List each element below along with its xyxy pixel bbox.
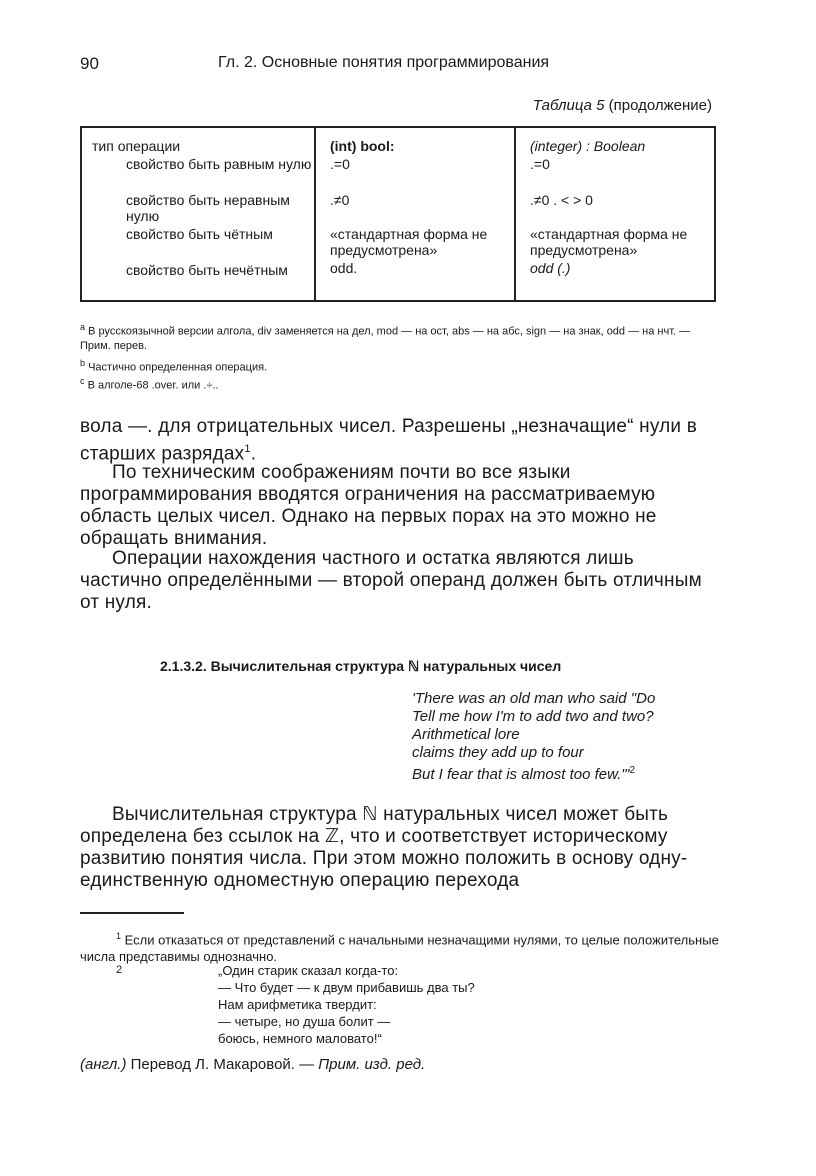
table-note-c: $^c$ В алголе-68 .over. или .÷..: [80, 376, 219, 392]
epigraph: [412, 690, 742, 784]
running-title: Гл. 2. Основные понятия программирования: [218, 54, 550, 71]
poem-line: „Один старик сказал когда-то:: [218, 963, 399, 978]
paragraph: По техническим соображениям почти во все языки программирования вводятся ограничения на рассматриваемую область целых чисел. Однако на первых порах на это можно не обращать внимания.: [80, 462, 657, 549]
table-cell: .≠0: [330, 192, 350, 208]
operations-table: [80, 126, 716, 302]
poem-line: — Что будет — к двум прибавишь два ты?: [218, 980, 475, 995]
table-note-b: $^b$ Частично определенная операция.: [80, 358, 268, 374]
table-note-a: $^a$ В русскоязычной версии алгола, div заменяется на дел, mod — на ост, abs — на абс, sign — на знак, odd — на нчт. — Прим. перев.: [80, 322, 691, 352]
column-header-operation: тип операции: [92, 138, 181, 154]
paragraph: вола —. для отрицательных чисел. Разрешены „незначащие“ нули в старших разрядах$^1$.: [80, 416, 697, 465]
footnote-1: $^1$ Если отказаться от представлений с начальными незначащими нулями, то целые положительные числа представимы однозначно.: [80, 931, 719, 965]
epigraph-line: claims they add up to four: [412, 744, 584, 761]
column-header-integer-boolean: (integer) : Boolean: [530, 138, 646, 154]
epigraph-line: Tell me how I'm to add two and two?: [412, 708, 654, 725]
table-cell: odd (.): [530, 260, 571, 276]
table-cell: «стандартная форма не предусмотрена»: [330, 226, 488, 258]
footnote-ref: 2: [629, 765, 636, 776]
table-row-label: свойство быть равным нулю: [126, 156, 312, 172]
table-cell: .=0: [330, 156, 350, 172]
poem-line: Нам арифметика твердит:: [218, 997, 377, 1012]
table-cell: .=0: [530, 156, 550, 172]
table-row-label: свойство быть неравным нулю: [126, 192, 290, 224]
column-header-int-bool: (int) bool:: [330, 138, 395, 154]
table-row-label: свойство быть чётным: [126, 226, 273, 242]
footnote-2-mark: 2: [116, 964, 123, 976]
table-cell: «стандартная форма не предусмотрена»: [530, 226, 688, 258]
poem-line: боюсь, немного маловато!“: [218, 1031, 382, 1046]
epigraph-line: But I fear that is almost too $few."'^2$: [412, 765, 636, 783]
table-caption-label: Таблица 5: [532, 97, 605, 114]
table-caption-continued: (продолжение): [604, 97, 712, 114]
section-heading: 2.1.3.2. Вычислительная структура ℕ натуральных чисел: [160, 658, 562, 674]
poem-line: — четыре, но душа болит —: [218, 1014, 391, 1029]
footnote-2-poem: [218, 962, 618, 1047]
page-number: 90: [80, 54, 99, 73]
paragraph: Вычислительная структура ℕ натуральных чисел может быть определена без ссылок на ℤ, что и соответствует историческому развитию понятия числа. При этом можно положить в основу одну-единственную одноместную операцию перехода: [80, 804, 688, 891]
epigraph-line: 'There was an old man who said "Do: [412, 690, 656, 707]
footnote-ref: 1: [244, 443, 251, 455]
paragraph: Операции нахождения частного и остатка являются лишь частично определёнными — второй операнд должен быть отличным от нуля.: [80, 548, 702, 613]
table-caption: [533, 97, 712, 114]
table-cell: .≠0 . < > 0: [530, 192, 593, 208]
epigraph-line: Arithmetical lore: [412, 726, 520, 743]
footnote-rule: [80, 912, 184, 914]
table-row-label: свойство быть нечётным: [126, 262, 288, 278]
table-cell: odd.: [330, 260, 358, 276]
table-divider: [314, 128, 316, 300]
footnote-2-credit: (англ.) Перевод Л. Макаровой. — Прим. изд. ред.: [80, 1056, 426, 1073]
